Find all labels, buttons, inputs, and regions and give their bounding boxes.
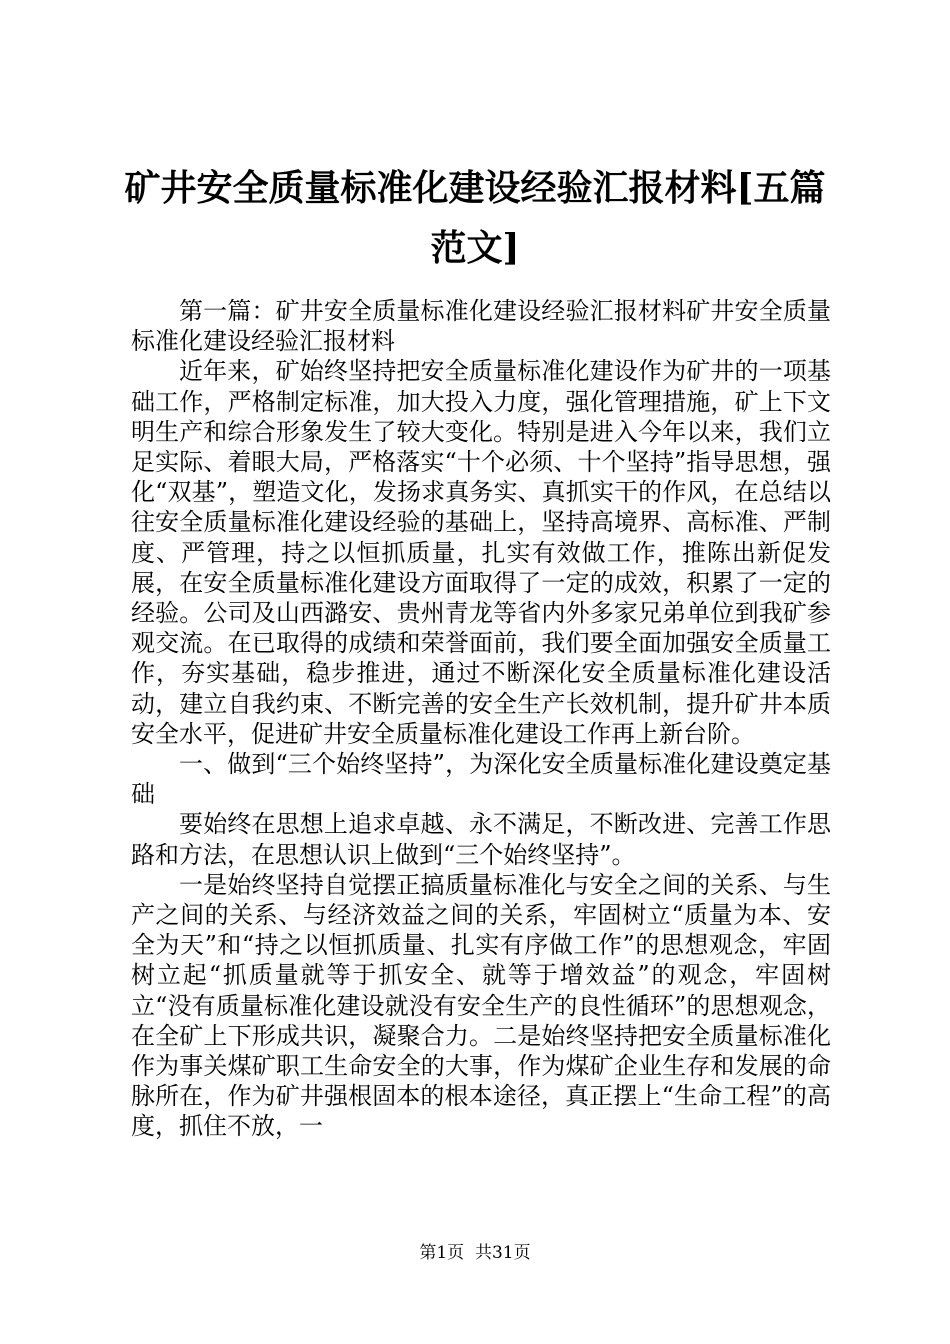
page-number: 第1页 共31页 — [419, 1243, 531, 1263]
section-heading: 一、做到“三个始终坚持”，为深化安全质量标准化建设奠定基础 — [131, 750, 831, 809]
paragraph-intro: 第一篇：矿井安全质量标准化建设经验汇报材料矿井安全质量标准化建设经验汇报材料 — [131, 297, 831, 356]
paragraph-thinking: 要始终在思想上追求卓越、永不满足，不断改进、完善工作思路和方法，在思想认识上做到“三个始终坚持”。 — [131, 810, 831, 869]
document-body — [131, 296, 831, 1142]
page-footer — [0, 1241, 950, 1265]
paragraph-overview: 近年来，矿始终坚持把安全质量标准化建设作为矿井的一项基础工作，严格制定标准，加大投入力度，强化管理措施，矿上下文明生产和综合形象发生了较大变化。特别是进入今年以来，我们立足实际、着眼大局，严格落实“十个必须、十个坚持”指导思想，强化“双基”，塑造文化，发扬求真务实、真抓实干的作风，在总结以往安全质量标准化建设经验的基础上，坚持高境界、高标准、严制度、严管理，持之以恒抓质量，扎实有效做工作，推陈出新促发展，在安全质量标准化建设方面取得了一定的成效，积累了一定的经验。公司及山西潞安、贵州青龙等省内外多家兄弟单位到我矿参观交流。在已取得的成绩和荣誉面前，我们要全面加强安全质量工作，夯实基础，稳步推进，通过不断深化安全质量标准化建设活动，建立自我约束、不断完善的安全生产长效机制，提升矿井本质安全水平，促进矿井安全质量标准化建设工作再上新台阶。 — [131, 357, 831, 748]
document-title: 矿井安全质量标准化建设经验汇报材料[五篇范文] — [124, 167, 826, 269]
paragraph-points: 一是始终坚持自觉摆正搞质量标准化与安全之间的关系、与生产之间的关系、与经济效益之间的关系，牢固树立“质量为本、安全为天”和“持之以恒抓质量、扎实有序做工作”的思想观念，牢固树立起“抓质量就等于抓安全、就等于增效益”的观念，牢固树立“没有质量标准化建设就没有安全生产的良性循环”的思想观念，在全矿上下形成共识，凝聚合力。二是始终坚持把安全质量标准化作为事关煤矿职工生命安全的大事，作为煤矿企业生存和发展的命脉所在，作为矿井强根固本的根本途径，真正摆上“生命工程”的高度，抓住不放，一 — [131, 870, 831, 1141]
